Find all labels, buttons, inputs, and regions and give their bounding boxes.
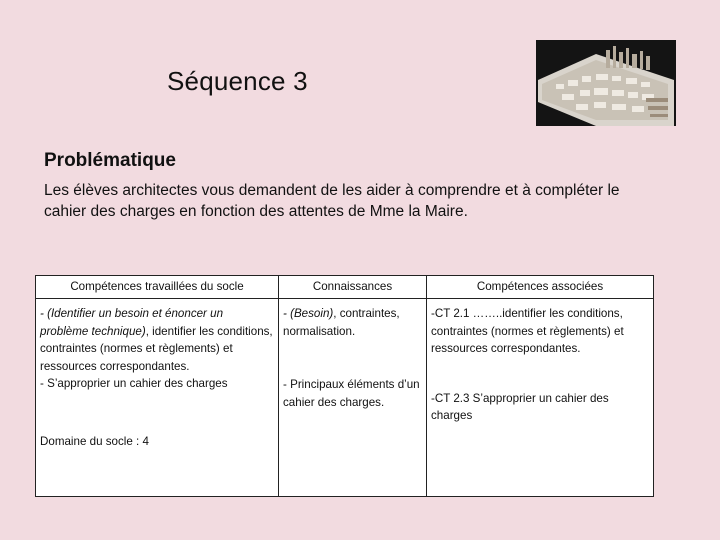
city-model-illustration <box>536 40 676 126</box>
competences-table <box>35 275 654 497</box>
socle-item-1-italic: - (Identifier un besoin et énoncer un problème technique) <box>40 307 224 338</box>
socle-item-2: - S’approprier un cahier des charges <box>40 377 228 391</box>
connaissance-item-1 <box>283 305 422 340</box>
problem-heading: Problématique <box>44 150 176 171</box>
header-competences-socle: Compétences travaillées du socle <box>36 276 279 299</box>
city-model-image <box>536 40 676 126</box>
associee-item-1: -CT 2.1 ……..identifier les conditions, contraintes (normes et règlements) et ressources correspondantes. <box>431 307 624 356</box>
socle-item-1-rest: , identifier les conditions, contraintes (normes et règlements) et ressources correspondantes. <box>40 324 273 373</box>
slide-title: Séquence 3 <box>167 66 308 96</box>
header-connaissances: Connaissances <box>279 276 427 299</box>
cell-competences-socle <box>36 299 279 497</box>
problem-statement: Les élèves architectes vous demandent de les aider à comprendre et à compléter le cahier des charges en fonction des attentes de Mme la Maire. <box>44 182 620 220</box>
connaissance-item-1-rest: , contraintes, normalisation. <box>283 307 400 338</box>
socle-domain: Domaine du socle : 4 <box>40 434 149 448</box>
table-header-row <box>36 276 654 299</box>
cell-competences-associees <box>427 299 654 497</box>
associee-item-2: -CT 2.3 S’approprier un cahier des charges <box>431 391 609 423</box>
header-competences-associees: Compétences associées <box>427 276 654 299</box>
cell-connaissances <box>279 299 427 497</box>
connaissance-item-2: - Principaux éléments d’un cahier des charges. <box>283 378 420 409</box>
connaissance-item-1-italic: - (Besoin) <box>283 307 334 320</box>
socle-item-1 <box>40 305 274 375</box>
table-row <box>36 299 654 497</box>
